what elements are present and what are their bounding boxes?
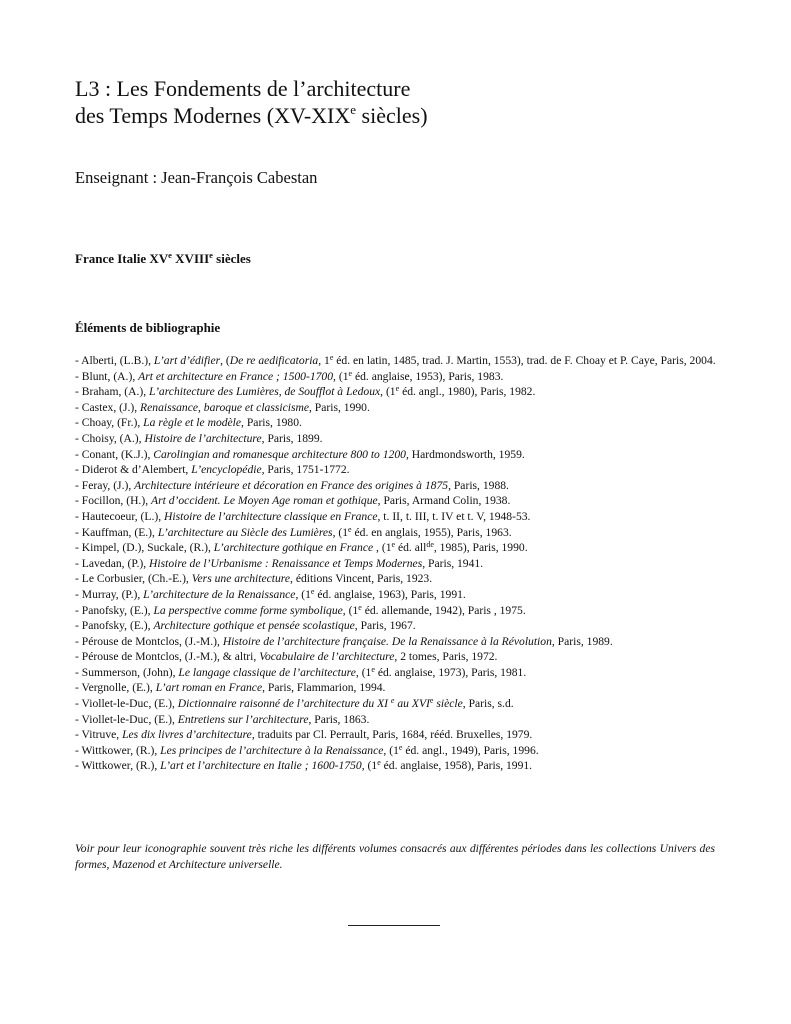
entry-text: , Paris, 1967. — [354, 619, 416, 633]
entry-title-italic: Les principes de l’architecture à la Renaissance — [160, 743, 384, 757]
bibliography-entry — [75, 743, 720, 759]
entry-text: , Paris, Flammarion, 1994. — [262, 681, 386, 695]
entry-superscript: e — [329, 353, 334, 362]
entry-text: - Panofsky, (E.), — [75, 619, 154, 633]
title-line-1: L3 : Les Fondements de l’architecture — [75, 76, 411, 101]
entry-text: - Kauffman, (E.), — [75, 525, 158, 539]
bibliography-entry — [75, 556, 720, 572]
entry-text: , 2 tomes, Paris, 1972. — [394, 650, 498, 664]
entry-text: - Wittkower, (R.), — [75, 759, 161, 773]
entry-text: - Castex, (J.), — [75, 400, 141, 414]
entry-text: , t. II, t. III, t. IV et t. V, 1948-53. — [377, 509, 531, 523]
bibliography-entry — [75, 369, 720, 385]
entry-text: , Paris, 1863. — [308, 712, 370, 726]
entry-title-italic: Histoire de l’architecture classique en France — [164, 509, 378, 523]
entry-title-italic: La perspective comme forme symbolique — [153, 603, 343, 617]
bibliography-entry — [75, 415, 720, 431]
entry-text: - Vitruve, — [75, 728, 123, 742]
entry-text: éd. angl., 1980), Paris, 1982. — [399, 385, 536, 399]
heading-superscript: e — [209, 250, 213, 260]
entry-text: , (1 — [383, 743, 399, 757]
entry-text: , 1985), Paris, 1990. — [433, 541, 528, 555]
section-heading-bibliographie: Éléments de bibliographie — [75, 320, 221, 335]
entry-text: - Lavedan, (P.), — [75, 556, 150, 570]
bibliography-entry — [75, 665, 720, 681]
bibliography-entry — [75, 509, 720, 525]
entry-superscript: e — [429, 696, 434, 706]
bibliography-entry — [75, 712, 720, 728]
entry-text: - Pérouse de Montclos, (J.-M.), & altri, — [75, 650, 260, 664]
entry-text: - Choay, (Fr.), — [75, 416, 144, 430]
entry-text: Paris, 1751-1772. — [264, 463, 350, 477]
bibliography-list — [75, 353, 720, 774]
entry-title-italic: siècle — [433, 697, 463, 711]
entry-title-italic: Architecture gothique et pensée scolastique — [153, 619, 355, 633]
entry-text: - Murray, (P.), — [75, 587, 144, 601]
entry-text: , Paris, 1980. — [241, 416, 302, 430]
bibliography-entry — [75, 431, 720, 447]
entry-text: - Kimpel, (D.), Suckale, (R.), — [75, 541, 214, 555]
entry-text: , Paris, 1899. — [261, 431, 323, 445]
entry-text: - Wittkower, (R.), — [75, 743, 161, 757]
section-heading-france-italie — [75, 251, 251, 267]
bibliography-entry — [75, 634, 720, 650]
entry-superscript: e — [398, 742, 403, 752]
entry-text: , (1 — [295, 587, 311, 601]
entry-text: - Vergnolle, (E.), — [75, 681, 156, 695]
entry-title-italic: Histoire de l’Urbanisme : Renaissance et Temps Modernes — [149, 556, 423, 570]
entry-text: - Summerson, (John), — [75, 665, 179, 679]
entry-title-italic: Architecture intérieure et décoration en France des origines à 1875 — [134, 478, 449, 492]
entry-superscript: de — [426, 540, 434, 550]
entry-text: éd. anglaise, 1958), Paris, 1991. — [380, 759, 533, 773]
entry-text: , (1 — [332, 525, 349, 539]
entry-text: - Focillon, (H.), — [75, 494, 151, 508]
entry-superscript: e — [371, 664, 375, 674]
teacher-line: Enseignant : Jean-François Cabestan — [75, 168, 318, 187]
entry-text: éd. anglaise, 1973), Paris, 1981. — [374, 665, 527, 679]
bibliography-entry — [75, 571, 720, 587]
document-title — [75, 75, 428, 129]
entry-text: , ( — [220, 354, 230, 367]
bibliography-entry — [75, 758, 720, 774]
entry-title-italic: La règle et le modèle — [143, 416, 242, 430]
entry-text: , (1 — [333, 369, 349, 383]
bibliography-entry — [75, 400, 720, 416]
entry-text: - Panofsky, (E.), — [75, 603, 154, 617]
entry-text: - Diderot & d’Alembert, — [75, 463, 192, 477]
bibliography-entry — [75, 587, 720, 603]
entry-title-italic: L’encyclopédie, — [191, 463, 265, 477]
entry-title-italic: Dictionnaire raisonné de l’architecture du XI — [177, 697, 391, 711]
entry-title-italic: De re aedificatoria — [229, 354, 319, 367]
bibliography-entry — [75, 384, 720, 400]
entry-text: , (1 — [355, 665, 372, 679]
entry-superscript: e — [377, 758, 381, 768]
entry-title-italic: Le langage classique de l’architecture — [178, 665, 356, 679]
entry-superscript: e — [395, 384, 400, 394]
entry-title-italic: Entretiens sur l’architecture — [177, 712, 309, 726]
entry-text: - Hautecoeur, (L.), — [75, 509, 165, 523]
bibliography-entry — [75, 603, 720, 619]
bibliography-entry — [75, 525, 720, 541]
entry-superscript: e — [310, 586, 315, 596]
entry-text: , Paris, 1941. — [422, 556, 484, 570]
entry-text: - Alberti, (L.B.), — [75, 354, 154, 367]
entry-superscript: e — [390, 696, 395, 706]
entry-title-italic: L’architecture gothique en France — [213, 541, 374, 555]
entry-text: - Le Corbusier, (Ch.-E.), — [75, 572, 192, 586]
entry-text: - Braham, (A.), — [75, 385, 150, 399]
entry-title-italic: Art et architecture en France ; 1500-1700 — [138, 369, 334, 383]
entry-title-italic: Art d’occident. Le Moyen Age roman et gothique — [151, 494, 378, 508]
entry-text: - Viollet-le-Duc, (E.), — [75, 712, 178, 726]
entry-text: , 1 — [318, 354, 330, 367]
bibliography-entry — [75, 696, 720, 712]
bibliography-entry — [75, 353, 720, 369]
entry-superscript: e — [348, 368, 353, 378]
entry-title-italic: L’art et l’architecture en Italie ; 1600-1750 — [160, 759, 362, 773]
entry-text: , Paris, s.d. — [462, 697, 514, 711]
heading-text: France Italie XV — [75, 251, 169, 266]
bibliography-entry — [75, 727, 720, 743]
entry-text: , (1 — [380, 385, 396, 399]
title-superscript: e — [350, 102, 357, 117]
entry-title-italic: L’architecture au Siècle des Lumières — [157, 525, 333, 539]
closing-rule — [348, 925, 440, 926]
entry-text: , traduits par Cl. Perrault, Paris, 1684, rééd. Bruxelles, 1979. — [251, 728, 533, 742]
entry-title-italic: L’art roman en France — [155, 681, 263, 695]
entry-text: éd. anglaise, 1963), Paris, 1991. — [314, 587, 466, 601]
entry-text: , Paris, 1988. — [448, 478, 509, 492]
entry-title-italic: Carolingian and romanesque architecture 800 to 1200 — [153, 447, 406, 461]
entry-title-italic: L’art d’édifier — [153, 354, 221, 367]
entry-superscript: e — [348, 524, 352, 534]
bibliography-entry — [75, 447, 720, 463]
entry-title-italic: Vocabulaire de l’architecture — [259, 650, 395, 664]
entry-text: éd. allemande, 1942), Paris , 1975. — [361, 603, 526, 617]
bibliography-entry — [75, 493, 720, 509]
entry-text: , Hardmondsworth, 1959. — [405, 447, 525, 461]
entry-title-italic: L’architecture de la Renaissance — [143, 587, 296, 601]
entry-superscript: e — [358, 602, 362, 612]
entry-text: éd. angl., 1949), Paris, 1996. — [402, 743, 539, 757]
entry-text: , (1 — [373, 541, 392, 555]
entry-title-italic: Histoire de l’architecture française. De la Renaissance à la Révolution — [222, 634, 552, 648]
entry-title-italic: Histoire de l’architecture — [144, 431, 262, 445]
entry-text: éd. en latin, 1485, trad. J. Martin, 1553), trad. de F. Choay et P. Caye, Paris, 2004. — [333, 354, 716, 367]
entry-text: - Conant, (K.J.), — [75, 447, 154, 461]
entry-text: , Paris, 1990. — [308, 400, 370, 414]
bibliography-entry — [75, 540, 720, 556]
entry-title-italic: Les dix livres d’architecture — [122, 728, 252, 742]
heading-superscript: e — [168, 250, 172, 260]
entry-text: éd. all — [395, 541, 427, 555]
entry-title-italic: L’architecture des Lumières, de Soufflot à Ledoux — [149, 385, 381, 399]
bibliography-entry — [75, 649, 720, 665]
title-line-2-text: des Temps Modernes (XV-XIX — [75, 103, 351, 128]
title-line-2-end: siècles) — [356, 103, 428, 128]
entry-text: - Choisy, (A.), — [75, 431, 145, 445]
iconography-note: Voir pour leur iconographie souvent très riche les différents volumes consacrés aux différentes périodes dans les collections Univers des formes, Mazenod et Architecture universelle. — [75, 842, 715, 871]
entry-text: - Feray, (J.), — [75, 478, 135, 492]
entry-text: , éditions Vincent, Paris, 1923. — [290, 572, 433, 586]
entry-text: - Pérouse de Montclos, (J.-M.), — [75, 634, 223, 648]
entry-text: , Paris, 1989. — [551, 634, 613, 648]
bibliography-entry — [75, 478, 720, 494]
entry-text: - Viollet-le-Duc, (E.), — [75, 697, 178, 711]
entry-text: , (1 — [361, 759, 378, 773]
entry-text: , (1 — [342, 603, 359, 617]
entry-text: - Blunt, (A.), — [75, 369, 139, 383]
entry-text: , Paris, Armand Colin, 1938. — [377, 494, 511, 508]
heading-text: XVIII — [171, 251, 210, 266]
entry-title-italic: Renaissance, baroque et classicisme — [140, 400, 309, 414]
heading-text: siècles — [212, 251, 251, 266]
bibliography-entry — [75, 680, 720, 696]
entry-title-italic: au XVI — [394, 697, 430, 711]
title-line-2 — [75, 103, 428, 128]
bibliography-entry — [75, 618, 720, 634]
entry-title-italic: Vers une architecture — [191, 572, 291, 586]
entry-text: éd. anglaise, 1953), Paris, 1983. — [352, 369, 504, 383]
bibliography-entry — [75, 462, 720, 478]
entry-superscript: e — [391, 540, 396, 550]
entry-text: éd. en anglais, 1955), Paris, 1963. — [351, 525, 512, 539]
